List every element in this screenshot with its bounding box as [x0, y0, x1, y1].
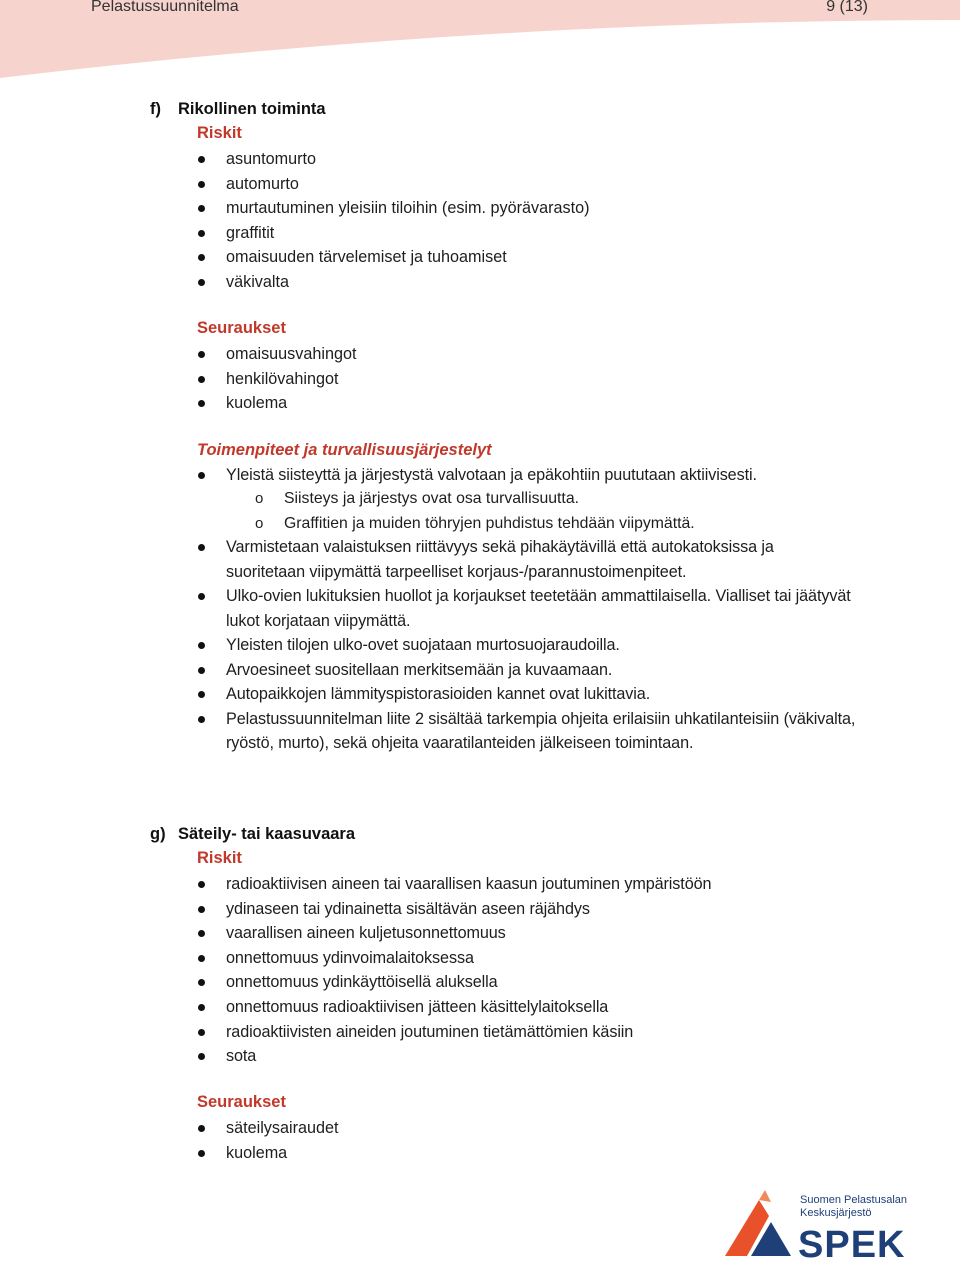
- list-item: murtautuminen yleisiin tiloihin (esim. pyörävarasto): [197, 196, 589, 221]
- list-item: väkivalta: [197, 270, 589, 295]
- measures-list-b: [197, 535, 856, 756]
- list-item: Arvoesineet suositellaan merkitsemään ja kuvaamaan.: [197, 658, 856, 683]
- measures-sublist: [255, 487, 695, 536]
- page-header: [0, 0, 960, 78]
- list-item: kuolema: [197, 391, 356, 416]
- section-title: Rikollinen toiminta: [178, 100, 326, 118]
- list-item: asuntomurto: [197, 147, 589, 172]
- list-item: onnettomuus radioaktiivisen jätteen käsittelylaitoksella: [197, 995, 711, 1020]
- list-item: radioaktiivisten aineiden joutuminen tietämättömien käsiin: [197, 1020, 711, 1045]
- list-item: automurto: [197, 172, 589, 197]
- list-item: Yleistä siisteyttä ja järjestystä valvotaan ja epäkohtiin puututaan aktiivisesti.: [197, 463, 757, 488]
- page-number: 9 (13): [826, 0, 868, 15]
- document-title: Pelastussuunnitelma: [91, 0, 239, 15]
- sub-list-item: o Siisteys ja järjestys ovat osa turvallisuutta.: [255, 487, 695, 512]
- risk-list: [197, 147, 589, 295]
- section-g-heading: [150, 825, 355, 844]
- list-item: ydinaseen tai ydinainetta sisältävän aseen räjähdys: [197, 897, 711, 922]
- logo-wordmark: SPEK: [798, 1224, 906, 1266]
- list-item: Ulko-ovien lukituksien huollot ja korjaukset teetetään ammattilaisella. Vialliset tai jäätyvät lukot korjataan viipymättä.: [197, 584, 856, 633]
- measures-heading: Toimenpiteet ja turvallisuusjärjestelyt: [197, 441, 492, 459]
- risks-heading: Riskit: [197, 849, 242, 867]
- list-item: sota: [197, 1044, 711, 1069]
- section-title: Säteily- tai kaasuvaara: [178, 825, 356, 843]
- section-f-heading: [150, 100, 326, 119]
- list-item: Varmistetaan valaistuksen riittävyys sekä pihakäytävillä että autokatoksissa ja suoritetaan viipymättä tarpeelliset korjaus-/parannustoimenpiteet.: [197, 535, 856, 584]
- list-item: kuolema: [197, 1141, 338, 1166]
- consequences-heading: Seuraukset: [197, 1093, 286, 1111]
- sub-list-item: o Graffitien ja muiden töhryjen puhdistus tehdään viipymättä.: [255, 512, 695, 537]
- consequence-list: [197, 1116, 338, 1165]
- measures-list-a: [197, 463, 757, 488]
- list-item: onnettomuus ydinvoimalaitoksessa: [197, 946, 711, 971]
- list-item: omaisuusvahingot: [197, 342, 356, 367]
- list-item: radioaktiivisen aineen tai vaarallisen kaasun joutuminen ympäristöön: [197, 872, 711, 897]
- section-letter: g): [150, 825, 166, 843]
- list-item: säteilysairaudet: [197, 1116, 338, 1141]
- list-item: henkilövahingot: [197, 367, 356, 392]
- risk-list: [197, 872, 711, 1069]
- consequences-heading: Seuraukset: [197, 319, 286, 337]
- list-item: Pelastussuunnitelman liite 2 sisältää tarkempia ohjeita erilaisiin uhkatilanteisiin (väkivalta, ryöstö, murto), sekä ohjeita vaaratilanteiden jälkeiseen toimintaan.: [197, 707, 856, 756]
- risks-heading: Riskit: [197, 124, 242, 142]
- section-letter: f): [150, 100, 161, 118]
- list-item: Yleisten tilojen ulko-ovet suojataan murtosuojaraudoilla.: [197, 633, 856, 658]
- consequence-list: [197, 342, 356, 416]
- logo-organization-name: Suomen Pelastusalan Keskusjärjestö: [800, 1194, 908, 1219]
- list-item: onnettomuus ydinkäyttöisellä aluksella: [197, 970, 711, 995]
- list-item: Autopaikkojen lämmityspistorasioiden kannet ovat lukittavia.: [197, 682, 856, 707]
- list-item: graffitit: [197, 221, 589, 246]
- list-item: vaarallisen aineen kuljetusonnettomuus: [197, 921, 711, 946]
- list-item: omaisuuden tärvelemiset ja tuhoamiset: [197, 245, 589, 270]
